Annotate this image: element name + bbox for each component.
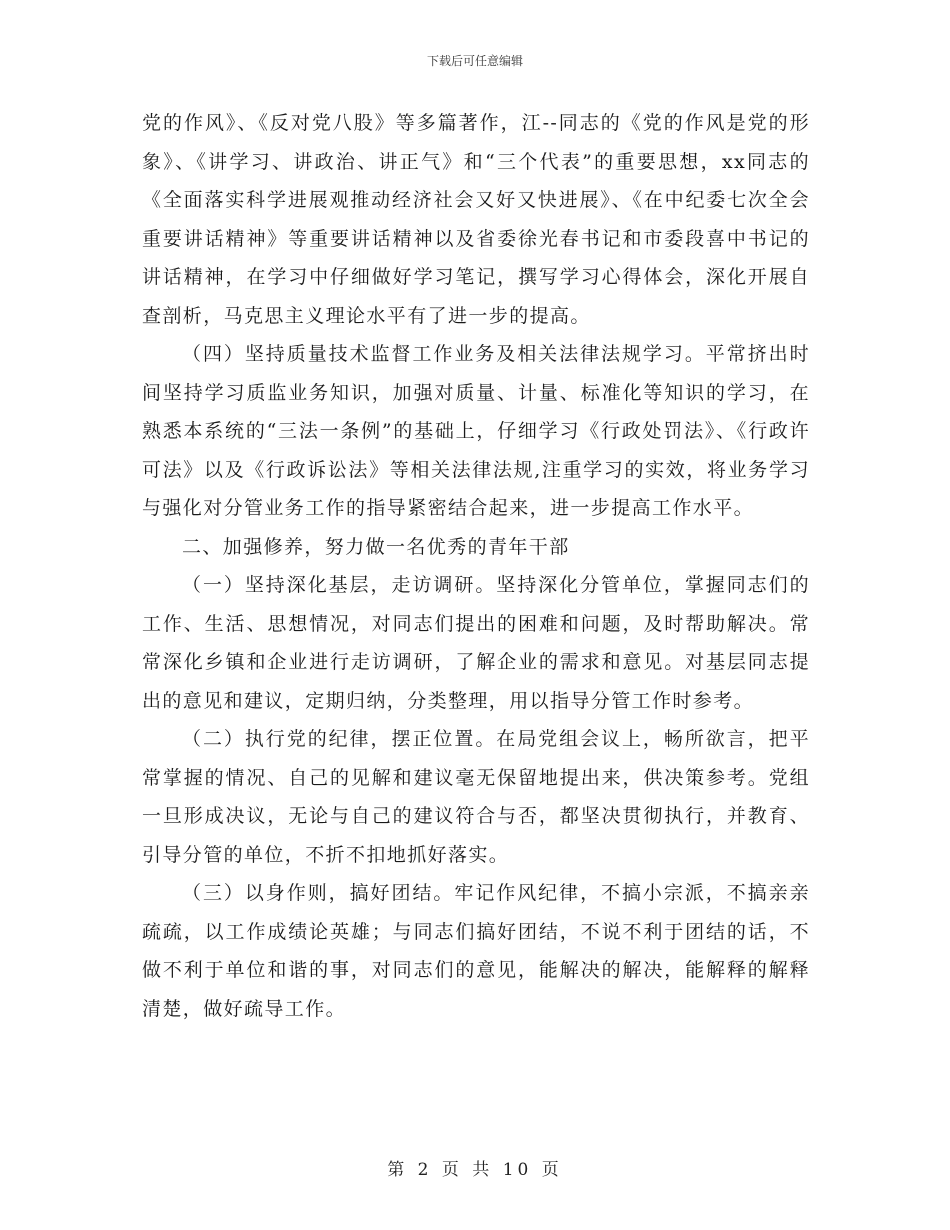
paragraph-3: （一）坚持深化基层，走访调研。坚持深化分管单位，掌握同志们的工作、生活、思想情况，对同志们提出的困难和问题，及时帮助解决。常常深化乡镇和企业进行走访调研，了解企业的需求和意见。对基层同志提出的意见和建议，定期归纳，分类整理，用以指导分管工作时参考。: [142, 574, 810, 712]
paragraph-4: （二）执行党的纪律，摆正位置。在局党组会议上，畅所欲言，把平常掌握的情况、自己的见解和建议毫无保留地提出来，供决策参考。党组一旦形成决议，无论与自己的建议符合与否，都坚决贯彻执行，并教育、引导分管的单位，不折不扣地抓好落实。: [142, 728, 810, 866]
page-header: 下载后可任意编辑: [426, 54, 523, 68]
page-number: 第 2 页 共 10 页: [387, 1160, 563, 1180]
section-heading: 二、加强修养，努力做一名优秀的青年干部: [182, 535, 570, 558]
document-body: [142, 104, 810, 1028]
paragraph-1: 党的作风》、《反对党八股》等多篇著作，江--同志的《党的作风是党的形象》、《讲学习、讲政治、讲正气》和“三个代表”的重要思想，xx同志的《全面落实科学进展观推动经济社会又好又快进展》、《在中纪委七次全会重要讲话精神》等重要讲话精神以及省委徐光春书记和市委段喜中书记的讲话精神，在学习中仔细做好学习笔记，撰写学习心得体会，深化开展自查剖析，马克思主义理论水平有了进一步的提高。: [142, 112, 810, 327]
paragraph-2: （四）坚持质量技术监督工作业务及相关法律法规学习。平常挤出时间坚持学习质监业务知识，加强对质量、计量、标准化等知识的学习，在熟悉本系统的“三法一条例”的基础上，仔细学习《行政处罚法》、《行政许可法》以及《行政诉讼法》等相关法律法规,注重学习的实效，将业务学习与强化对分管业务工作的指导紧密结合起来，进一步提高工作水平。: [142, 343, 810, 519]
paragraph-5: （三）以身作则，搞好团结。牢记作风纪律，不搞小宗派，不搞亲亲疏疏，以工作成绩论英雄；与同志们搞好团结，不说不利于团结的话，不做不利于单位和谐的事，对同志们的意见，能解决的解决，能解释的解释清楚，做好疏导工作。: [142, 882, 810, 1020]
